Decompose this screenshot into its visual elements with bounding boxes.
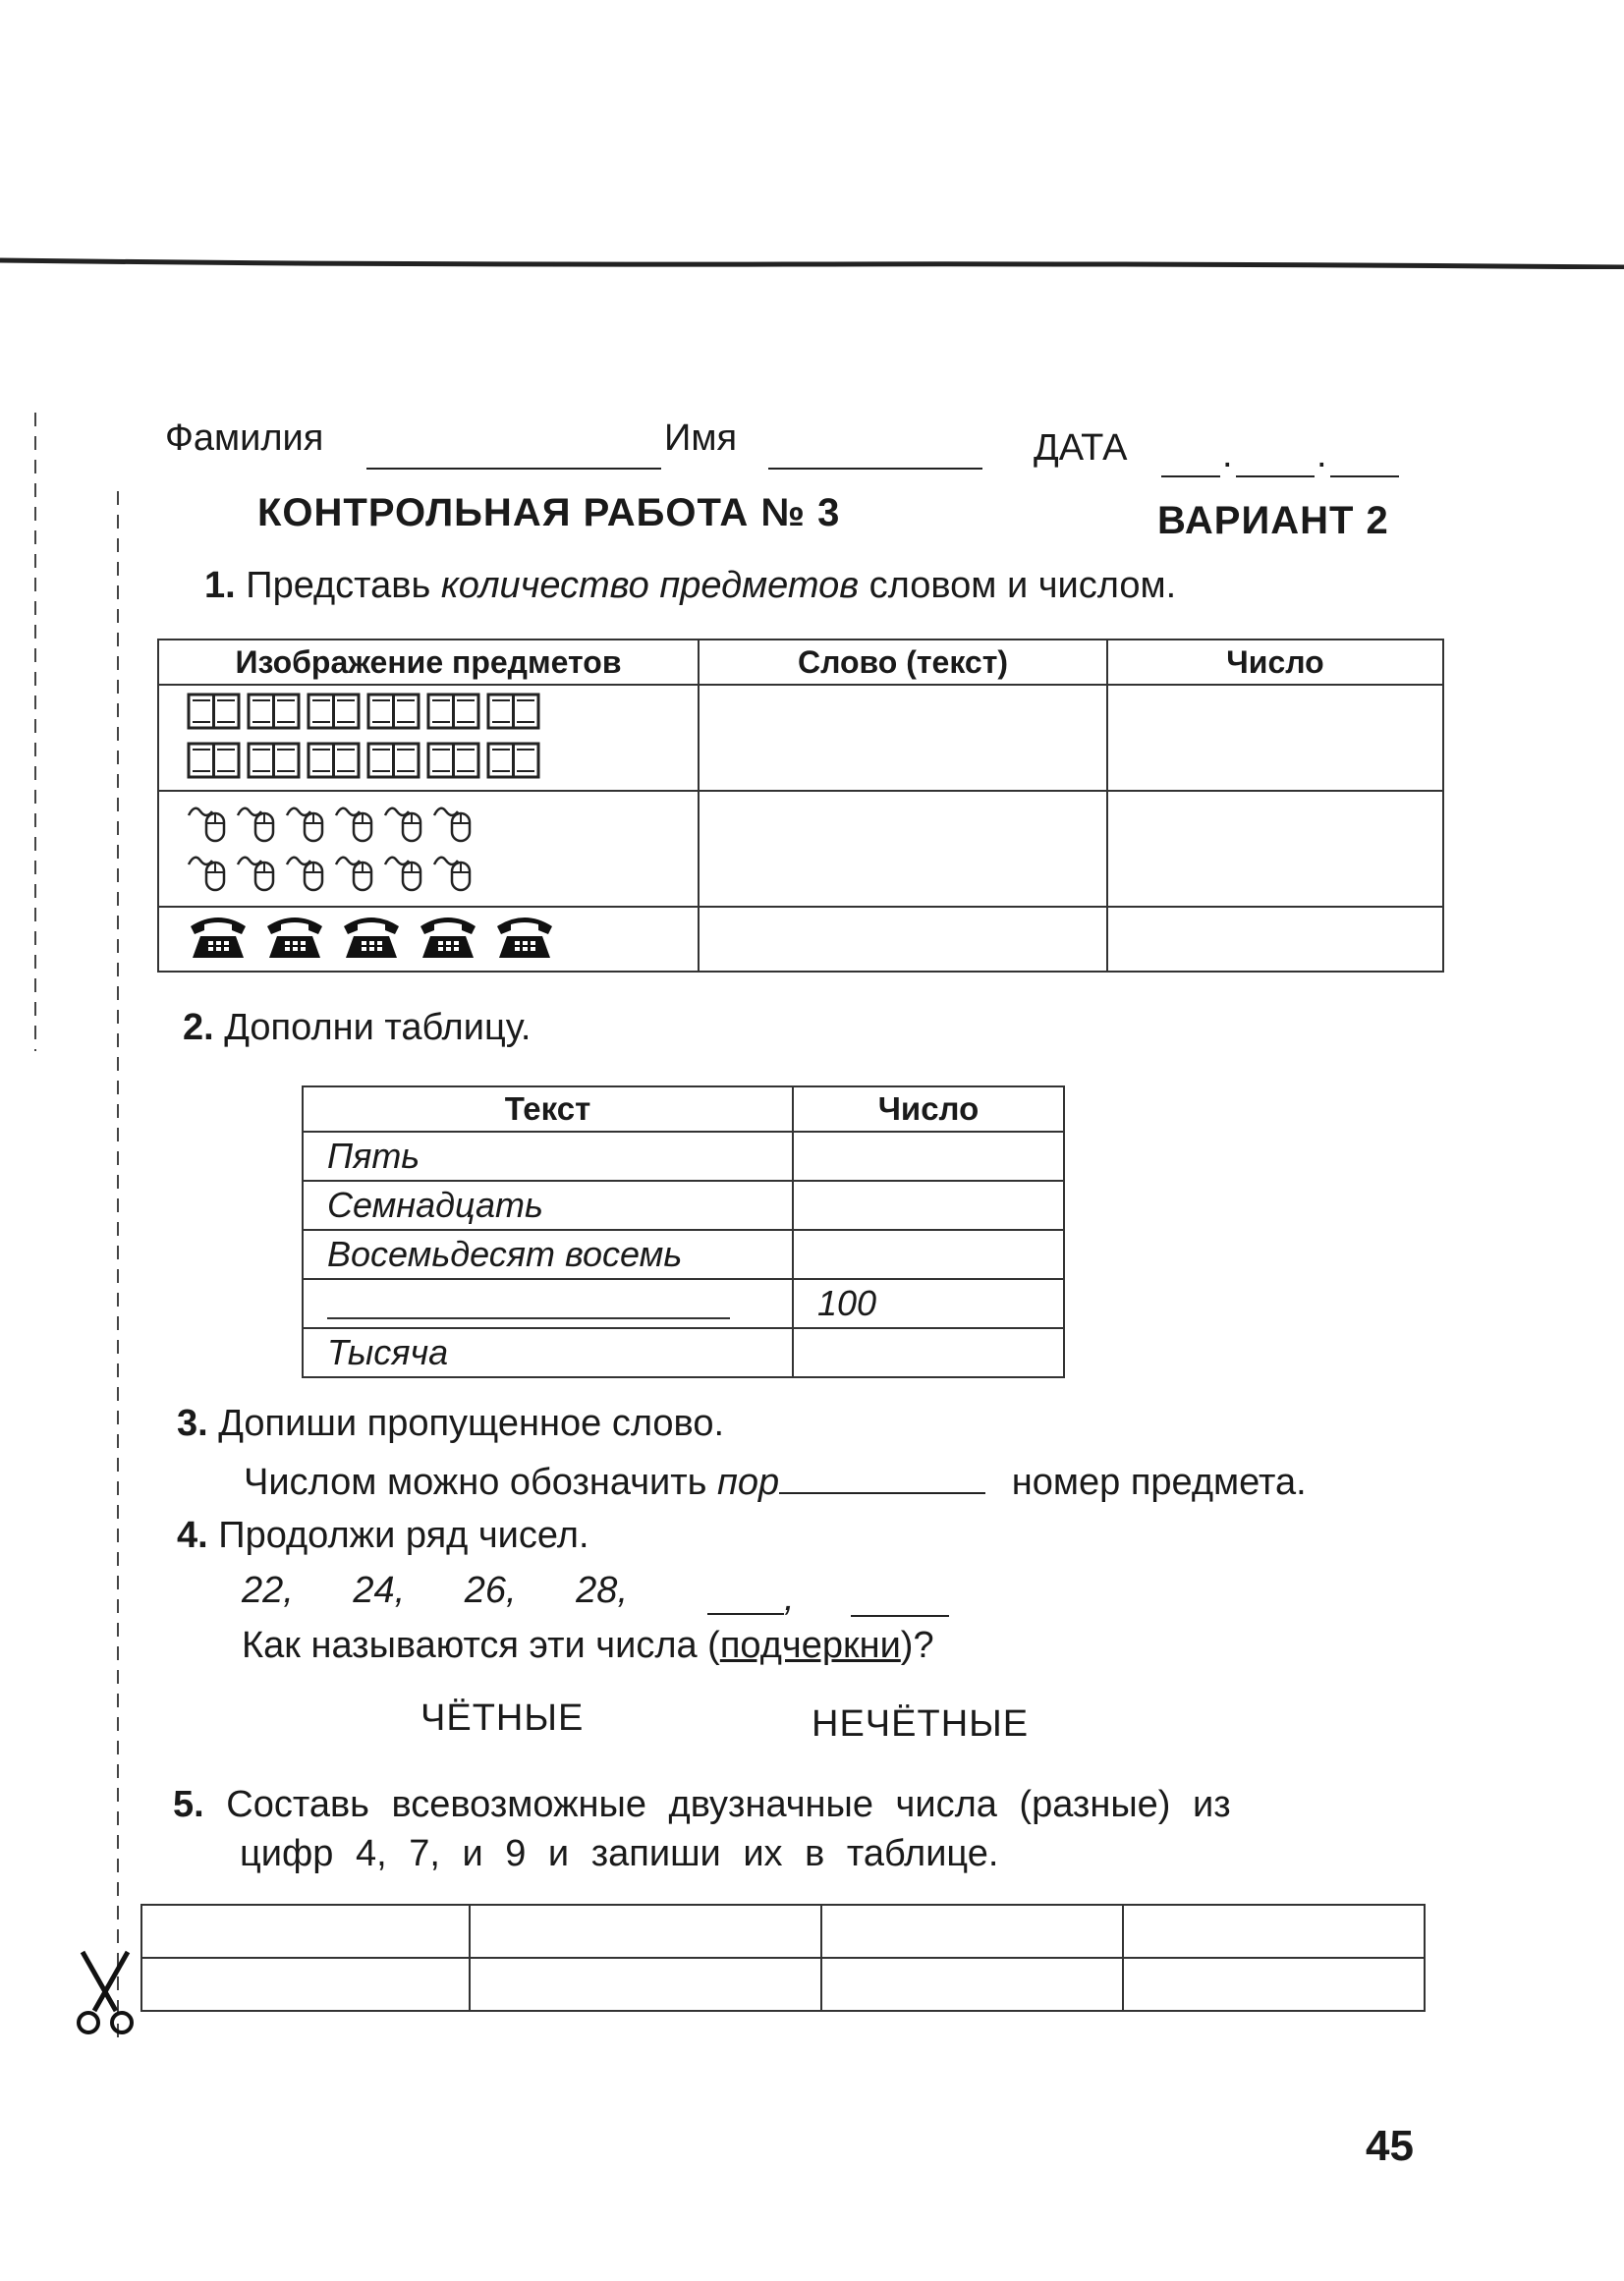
date-separator: .	[1222, 434, 1233, 475]
task3-instruction	[177, 1403, 724, 1445]
variant-label: ВАРИАНТ 2	[1157, 499, 1389, 542]
answer-cell[interactable]	[470, 1958, 821, 2011]
date-separator: .	[1316, 434, 1327, 475]
date-year-field[interactable]	[1330, 475, 1399, 477]
sequence-answer-field[interactable]	[707, 1613, 784, 1615]
cut-line	[14, 413, 132, 2063]
number-answer-cell[interactable]	[1107, 907, 1443, 972]
column-header: Слово (текст)	[699, 640, 1107, 685]
number-cell: 100	[793, 1279, 1064, 1328]
table-row	[141, 1958, 1425, 2011]
task1-instruction	[204, 565, 1176, 607]
book-icon	[247, 691, 301, 737]
table-row	[158, 907, 1443, 972]
underline-instruction: подчеркни	[719, 1625, 901, 1666]
number-answer-cell[interactable]	[1107, 685, 1443, 791]
scissors-icon	[71, 1950, 140, 2038]
name-field[interactable]	[768, 468, 982, 470]
task1-text: Представь	[246, 565, 431, 606]
book-icon	[426, 740, 480, 786]
book-icon	[187, 691, 241, 737]
answer-cell[interactable]	[821, 1905, 1123, 1958]
top-rule	[0, 257, 1624, 269]
task2-table	[302, 1085, 1065, 1378]
column-header: Число	[793, 1086, 1064, 1132]
text-cell: Восемьдесят восемь	[303, 1230, 793, 1279]
computer-mouse-icon	[187, 851, 230, 897]
book-icon	[426, 691, 480, 737]
test-title: КОНТРОЛЬНАЯ РАБОТА № 3	[257, 491, 841, 534]
book-icon	[187, 740, 241, 786]
sequence-number: 22,	[242, 1570, 294, 1611]
task3-sentence-end: номер предмета.	[1011, 1462, 1307, 1503]
number-answer-cell[interactable]	[793, 1132, 1064, 1181]
book-icon	[366, 691, 420, 737]
task5-table	[140, 1904, 1426, 2012]
answer-cell[interactable]	[141, 1905, 470, 1958]
text-answer-line[interactable]	[327, 1288, 730, 1319]
computer-mouse-icon	[383, 802, 426, 848]
answer-cell[interactable]	[1123, 1958, 1425, 2011]
text-answer-cell[interactable]	[303, 1279, 793, 1328]
task-number: 3.	[177, 1403, 208, 1444]
book-icon	[247, 740, 301, 786]
task4-question-end: )?	[900, 1625, 934, 1666]
text-cell: Тысяча	[303, 1328, 793, 1377]
telephone-icon	[493, 913, 556, 967]
sequence-separator: ,	[784, 1578, 795, 1619]
task3-word-start: пор	[717, 1462, 780, 1503]
computer-mouse-icon	[236, 851, 279, 897]
task-number: 4.	[177, 1515, 208, 1556]
word-answer-cell[interactable]	[699, 907, 1107, 972]
task-number: 1.	[204, 565, 236, 606]
sequence-number: 28,	[576, 1570, 628, 1611]
task5-instruction	[173, 1784, 1231, 1826]
task4-question	[242, 1625, 934, 1667]
column-header: Число	[1107, 640, 1443, 685]
page-number: 45	[1366, 2122, 1414, 2170]
computer-mouse-icon	[432, 802, 476, 848]
task3-sentence	[244, 1462, 1307, 1504]
table-row	[303, 1230, 1064, 1279]
task1-text-end: словом и числом.	[868, 565, 1177, 606]
answer-cell[interactable]	[821, 1958, 1123, 2011]
task5-text-line2: цифр 4, 7, и 9 и запиши их в таблице.	[240, 1833, 999, 1874]
table-row	[303, 1328, 1064, 1377]
odd-option[interactable]: НЕЧЁТНЫЕ	[812, 1703, 1030, 1745]
computer-mouse-icon	[236, 802, 279, 848]
date-label: ДАТА	[1034, 427, 1128, 469]
sequence-answer-field[interactable]	[851, 1615, 949, 1617]
surname-field[interactable]	[366, 468, 661, 470]
task4-question-start: Как называются эти числа (	[242, 1625, 720, 1666]
task-number: 2.	[183, 1007, 214, 1048]
name-label: Имя	[664, 417, 738, 459]
task1-table	[157, 639, 1444, 973]
table-row	[141, 1905, 1425, 1958]
book-icon	[307, 691, 361, 737]
number-answer-cell[interactable]	[793, 1328, 1064, 1377]
telephone-icon	[340, 913, 403, 967]
computer-mouse-icon	[285, 802, 328, 848]
date-month-field[interactable]	[1236, 475, 1315, 477]
answer-cell[interactable]	[470, 1905, 821, 1958]
text-cell: Семнадцать	[303, 1181, 793, 1230]
table-row	[303, 1279, 1064, 1328]
books-cell	[158, 685, 699, 791]
number-answer-cell[interactable]	[793, 1181, 1064, 1230]
task5-text-line1: Составь всевозможные двузначные числа (разные) из	[226, 1784, 1231, 1825]
surname-label: Фамилия	[165, 417, 324, 459]
mice-cell	[158, 791, 699, 907]
task3-text: Допиши пропущенное слово.	[218, 1403, 725, 1444]
computer-mouse-icon	[432, 851, 476, 897]
number-answer-cell[interactable]	[1107, 791, 1443, 907]
column-header: Изображение предметов	[158, 640, 699, 685]
computer-mouse-icon	[285, 851, 328, 897]
telephone-icon	[417, 913, 479, 967]
task4-instruction	[177, 1515, 589, 1557]
text-cell: Пять	[303, 1132, 793, 1181]
table-row	[158, 791, 1443, 907]
word-answer-cell[interactable]	[699, 791, 1107, 907]
date-day-field[interactable]	[1161, 475, 1220, 477]
telephone-icon	[187, 913, 250, 967]
task-number: 5.	[173, 1784, 204, 1825]
computer-mouse-icon	[383, 851, 426, 897]
computer-mouse-icon	[334, 851, 377, 897]
answer-cell[interactable]	[141, 1958, 470, 2011]
task4-text: Продолжи ряд чисел.	[218, 1515, 589, 1556]
book-icon	[307, 740, 361, 786]
word-answer-cell[interactable]	[699, 685, 1107, 791]
sequence-number: 24,	[353, 1570, 406, 1611]
telephone-icon	[263, 913, 326, 967]
computer-mouse-icon	[187, 802, 230, 848]
sequence-number: 26,	[464, 1570, 517, 1611]
computer-mouse-icon	[334, 802, 377, 848]
even-option[interactable]: ЧЁТНЫЕ	[420, 1697, 585, 1739]
task3-sentence-start: Числом можно обозначить	[244, 1462, 707, 1503]
table-row	[158, 685, 1443, 791]
answer-cell[interactable]	[1123, 1905, 1425, 1958]
missing-word-field[interactable]	[779, 1469, 985, 1494]
column-header: Текст	[303, 1086, 793, 1132]
task2-text: Дополни таблицу.	[224, 1007, 532, 1048]
number-answer-cell[interactable]	[793, 1230, 1064, 1279]
number-sequence	[242, 1570, 628, 1612]
phones-cell	[158, 907, 699, 972]
book-icon	[366, 740, 420, 786]
table-row	[303, 1181, 1064, 1230]
task1-italic-text: количество предметов	[440, 565, 860, 606]
table-row	[303, 1132, 1064, 1181]
task2-instruction	[183, 1007, 531, 1049]
book-icon	[486, 691, 540, 737]
book-icon	[486, 740, 540, 786]
